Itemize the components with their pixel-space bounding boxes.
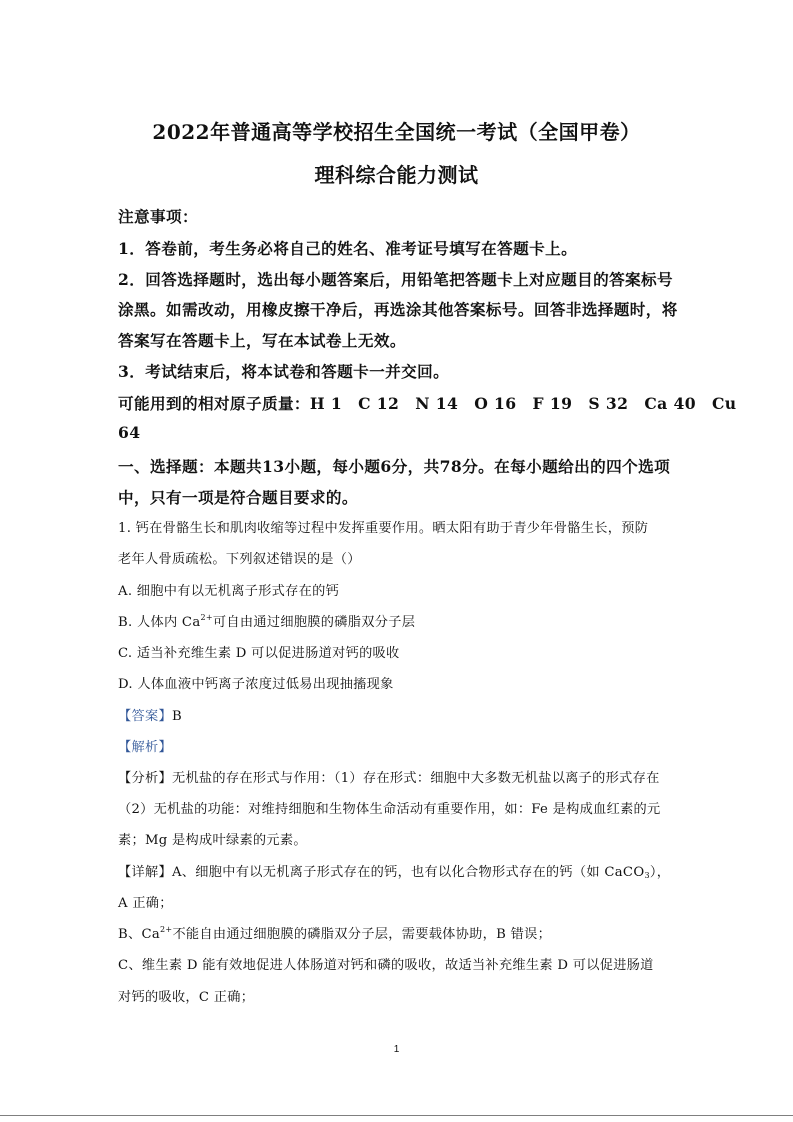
- option-b-superscript: 2+: [200, 613, 213, 622]
- note-item-3: 3．考试结束后，将本试卷和答题卡一并交回。: [118, 362, 450, 381]
- note-item-2-line-1: 2．回答选择题时，选出每小题答案后，用铅笔把答题卡上对应题目的答案标号: [118, 270, 674, 289]
- question-1-stem-line-2: 老年人骨质疏松。下列叙述错误的是（）: [118, 552, 361, 567]
- xiangjie-line-a2: A 正确；: [118, 896, 173, 911]
- answer-label: 【答案】: [118, 709, 172, 724]
- atomic-mass-line-2: 64: [118, 423, 141, 442]
- question-1-stem-line-1: 1. 钙在骨骼生长和肌肉收缩等过程中发挥重要作用。晒太阳有助于青少年骨骼生长，预防: [118, 521, 649, 536]
- option-d: D. 人体血液中钙离子浓度过低易出现抽搐现象: [118, 677, 394, 692]
- option-a: A. 细胞中有以无机离子形式存在的钙: [118, 584, 340, 599]
- xj-a-subscript: 3: [644, 871, 650, 880]
- xj-a-text-start: A、细胞中有以无机离子形式存在的钙，也有以化合物形式存在的钙（如 CaCO: [171, 865, 645, 880]
- note-item-1: 1．答卷前，考生务必将自己的姓名、准考证号填写在答题卡上。: [118, 239, 578, 258]
- option-b-text-end: 可自由通过细胞膜的磷脂双分子层: [212, 615, 416, 630]
- exam-title: 2022年普通高等学校招生全国统一考试（全国甲卷）: [152, 120, 641, 144]
- fenxi-line-3: 素；Mg 是构成叶绿素的元素。: [118, 833, 307, 848]
- xj-a-text-end: ），: [649, 865, 671, 880]
- page-number: 1: [393, 1044, 400, 1055]
- analysis-label: 【解析】: [118, 740, 172, 755]
- atomic-mass-line-1: 可能用到的相对原子质量：H 1 C 12 N 14 O 16 F 19 S 32 Ca 40 Cu: [118, 394, 737, 413]
- answer-line: [118, 705, 182, 724]
- xj-b-text-start: B、Ca: [118, 927, 161, 942]
- xiangjie-line-c1: C、维生素 D 能有效地促进人体肠道对钙和磷的吸收，故适当补充维生素 D 可以促进肠道: [118, 958, 654, 973]
- note-item-2-line-3: 答案写在答题卡上，写在本试卷上无效。: [118, 331, 406, 350]
- footer-divider: [0, 1115, 793, 1116]
- xiangjie-line-c2: 对钙的吸收，C 正确；: [118, 990, 255, 1005]
- fenxi-line-1: [118, 767, 660, 786]
- xj-b-superscript: 2+: [160, 925, 173, 934]
- exam-subtitle: 理科综合能力测试: [314, 163, 479, 187]
- notes-heading: 注意事项：: [118, 207, 198, 226]
- fenxi-text-1: 无机盐的存在形式与作用：（1）存在形式：细胞中大多数无机盐以离子的形式存在: [171, 771, 660, 786]
- note-item-2-line-2: 涂黑。如需改动，用橡皮擦干净后，再选涂其他答案标号。回答非选择题时，将: [118, 300, 678, 319]
- xiangjie-label: 【详解】: [118, 865, 172, 880]
- section-heading-line-2: 中，只有一项是符合题目要求的。: [118, 488, 358, 507]
- option-b-text-start: B. 人体内 Ca: [118, 615, 201, 630]
- answer-value: B: [171, 709, 182, 724]
- section-heading-line-1: 一、选择题：本题共13小题，每小题6分，共78分。在每小题给出的四个选项: [118, 457, 671, 476]
- xj-b-text-end: 不能自由通过细胞膜的磷脂双分子层，需要载体协助，B 错误；: [172, 927, 552, 942]
- xiangjie-line-b: [118, 923, 551, 942]
- option-c: C. 适当补充维生素 D 可以促进肠道对钙的吸收: [118, 646, 400, 661]
- xiangjie-line-a1: [118, 861, 670, 880]
- option-b: [118, 611, 415, 630]
- fenxi-label: 【分析】: [118, 771, 172, 786]
- fenxi-line-2: （2）无机盐的功能：对维持细胞和生物体生命活动有重要作用，如：Fe 是构成血红素的元: [118, 802, 661, 817]
